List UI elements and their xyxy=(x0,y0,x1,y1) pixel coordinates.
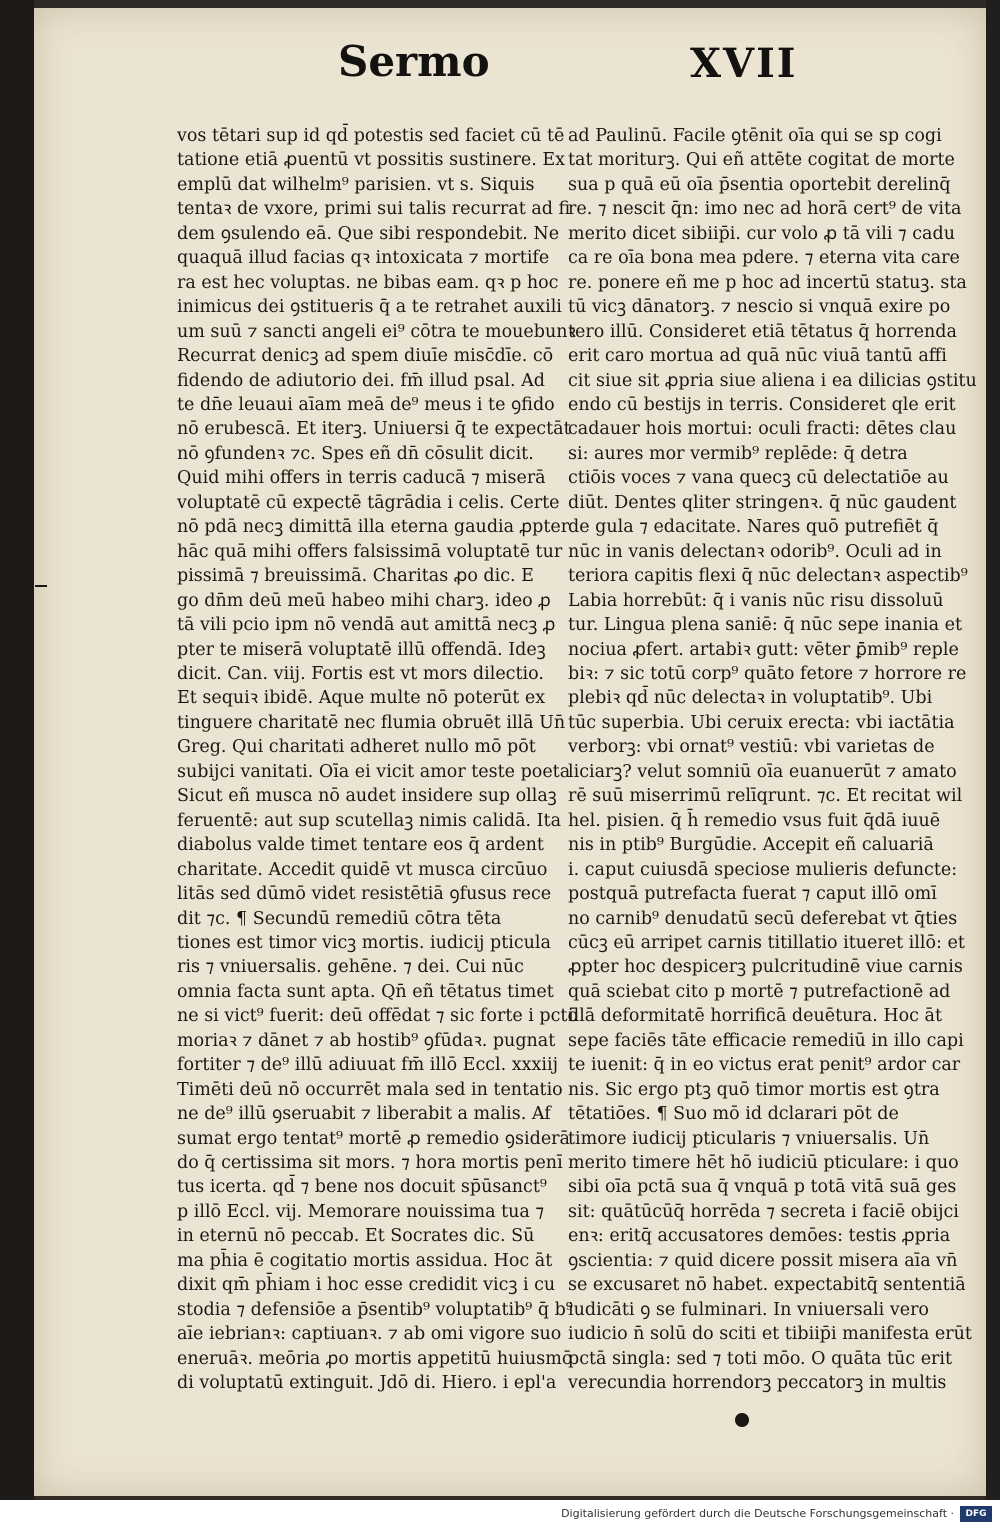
left-column-text-line: vos tētari sup id qd̄ potestis sed faciet cū tē xyxy=(177,126,565,146)
left-binding-edge xyxy=(0,0,34,1500)
left-column-text-line: aīe iebrianꝛ: captiuanꝛ. ⁊ ab omi vigore suo xyxy=(177,1324,562,1345)
right-column-text-line: iudicio n̄ solū do sciti et tibiip̄i manifesta erūt xyxy=(568,1324,972,1345)
left-column-text-line: Quid mihi offers in terris caducā ⁊ miserā xyxy=(177,468,546,489)
left-column-text-line: pissimā ⁊ breuissimā. Charitas ꝓo dic. E xyxy=(177,566,534,587)
bleed-through-text xyxy=(640,28,658,79)
right-column-text-line: timore iudicij pticularis ⁊ vniuersalis. Un̄ xyxy=(568,1128,930,1149)
left-column-text-line: tatione etiā ꝓuentū vt possitis sustinere. Ex xyxy=(177,150,566,171)
right-column-text-line: nis in ptib⁹ Burgūdie. Accepit eñ caluariā xyxy=(568,835,934,856)
right-column-text-line: rē suū miserrimū relīqrunt. ⁊c. Et recitat wil xyxy=(568,786,963,807)
right-column-text-line: tētatiōes. ¶ Suo mō id dclarari pōt de xyxy=(568,1104,899,1125)
left-column-text-line: di voluptatū extinguit. Jdō di. Hiero. i epl'a xyxy=(177,1373,557,1394)
digitization-footer xyxy=(0,1500,1000,1530)
left-column-text-line: pter te miserā voluptatē illū offendā. Ideꝫ xyxy=(177,639,546,660)
right-column-text-line: diūt. Dentes qliter stringenꝛ. q̄ nūc gaudent xyxy=(568,492,957,513)
right-column-text-line: erit caro mortua ad quā nūc viuā tantū affi xyxy=(568,346,947,367)
right-column-text-line: sit: quātūcūq̄ horrēda ⁊ secreta i faciē obijci xyxy=(568,1201,959,1222)
left-column-text-line: nō pdā necꝫ dimittā illa eterna gaudia ꝓpter xyxy=(177,517,570,538)
left-column-text-line: fortiter ⁊ de⁹ illū adiuuat fm̄ illō Eccl. xxxiij xyxy=(177,1055,559,1076)
right-column-text-line: tur. Lingua plena saniē: q̄ nūc sepe inania et xyxy=(568,615,963,636)
left-column-text-line: feruentē: aut sup scutellaꝫ nimis calidā. Ita xyxy=(177,810,562,831)
right-column-text-line: sepe faciēs tāte efficacie remediū in illo capi xyxy=(568,1030,964,1051)
right-column-text-line: si: aures mor vermib⁹ replēde: q̄ detra xyxy=(568,443,908,464)
dfg-logo: DFG xyxy=(960,1506,992,1522)
left-column-text-line: Timēti deū nō occurrēt mala sed in tentatio xyxy=(177,1079,563,1100)
right-column-text-line: tū vicꝫ dānatorꝫ. ⁊ nescio si vnquā exire po xyxy=(568,297,951,318)
left-column-text-line: eneruāꝛ. meōria ꝓo mortis appetitū huiusmō xyxy=(177,1348,573,1369)
right-column-text-line: se excusaret nō habet. expectabitq̄ sententiā xyxy=(568,1275,966,1296)
left-column-text-line: ma ph̄ia ē cogitatio mortis assidua. Hoc āt xyxy=(177,1250,553,1271)
left-column-text-line: nō ꝯfundenꝛ ⁊c. Spes eñ dn̄ cōsulit dicit. xyxy=(177,443,534,464)
left-column-text-line: ra est hec voluptas. ne bibas eam. qꝛ p hoc xyxy=(177,272,559,293)
right-text-column xyxy=(568,124,977,1396)
left-column-text-line: hāc quā mihi offers falsissimā voluptatē tur xyxy=(177,541,563,562)
right-column-text-line: no carnib⁹ denudatū secū deferebat vt q̄ties xyxy=(568,908,958,929)
footer-credit: Digitalisierung gefördert durch die Deutsche Forschungsgemeinschaft · xyxy=(561,1507,954,1520)
left-column-text-line: sumat ergo tentat⁹ mortē ꝓ remedio ꝯsiderā xyxy=(177,1128,570,1149)
right-column-text-line: teriora capitis flexi q̄ nūc delectanꝛ aspectib⁹ xyxy=(568,566,968,587)
running-head-title: Sermo xyxy=(338,37,490,86)
running-head-sermon-number: XVII xyxy=(690,40,798,87)
right-column-text-line: biꝛ: ⁊ sic totū corp⁹ quāto fetore ⁊ horrore re xyxy=(568,663,967,684)
left-column-text-line: diabolus valde timet tentare eos q̄ ardent xyxy=(177,835,544,856)
right-column-text-line: ꝯscientia: ⁊ quid dicere possit misera aīa vn̄ xyxy=(568,1250,958,1271)
right-column-text-line: endo cū bestijs in terris. Consideret qle erit xyxy=(568,394,956,415)
left-column-text-line: Greg. Qui charitati adheret nullo mō pōt xyxy=(177,737,536,758)
left-column-text-line: tus icerta. qd̄ ⁊ bene nos docuit sp̄ūsanct⁹ xyxy=(177,1177,547,1198)
left-column-text-line: ne si vict⁹ fuerit: deū offēdat ⁊ sic forte i pctō xyxy=(177,1006,578,1027)
left-column-text-line: go dn̄m deū meū habeo mihi charꝫ. ideo ꝓ xyxy=(177,590,551,611)
left-column-text-line: nō erubescā. Et iterꝫ. Uniuersi q̄ te expectāt xyxy=(177,419,571,440)
left-column-text-line: tiones est timor vicꝫ mortis. iudicij pticula xyxy=(177,932,551,953)
right-column-text-line: re. ⁊ nescit q̄n: imo nec ad horā cert⁹ de vita xyxy=(568,199,962,220)
right-column-text-line: i. caput cuiusdā speciose mulieris defuncte: xyxy=(568,859,958,880)
right-column-text-line: postquā putrefacta fuerat ⁊ caput illō omī xyxy=(568,884,937,905)
left-column-text-line: tā vili pcio ipm nō vendā aut amittā necꝫ ꝓ xyxy=(177,615,556,636)
left-column-text-line: moriaꝛ ⁊ dānet ⁊ ab hostib⁹ ꝯfūdaꝛ. pugnat xyxy=(177,1030,556,1051)
left-text-column xyxy=(177,124,578,1396)
left-column-text-line: do q̄ certissima sit mors. ⁊ hora mortis penī xyxy=(177,1153,563,1174)
right-column-text-line: ctiōis voces ⁊ vana quecꝫ cū delectatiōe au xyxy=(568,468,949,489)
right-column-text-line: tat moriturꝫ. Qui eñ attēte cogitat de morte xyxy=(568,150,955,171)
right-column-text-line: sua p quā eū oīa p̄sentia oportebit derelinq̄ xyxy=(568,174,951,195)
right-column-text-line: nociua ꝓfert. artabiꝛ gutt: vēter ꝑ̄mib⁹ reple xyxy=(568,639,959,660)
right-column-text-line: iudicāti ꝯ se fulminari. In vniuersali vero xyxy=(568,1299,929,1320)
right-column-text-line: tūc superbia. Ubi ceruix erecta: vbi iactātia xyxy=(568,712,955,733)
left-column-text-line: fidendo de adiutorio dei. fm̄ illud psal. Ad xyxy=(177,370,545,391)
left-column-text-line: te dn̄e leuaui aīam meā de⁹ meus i te ꝯfido xyxy=(177,394,555,415)
right-column-text-line: nūc in vanis delectanꝛ odorib⁹. Oculi ad in xyxy=(568,541,942,562)
left-column-text-line: tinguere charitatē nec flumia obruēt illā Un̄ xyxy=(177,712,566,733)
right-column-text-line: verecundia horrendorꝫ peccatorꝫ in multis xyxy=(568,1373,947,1394)
left-column-text-line: p illō Eccl. vij. Memorare nouissima tua ⁊ xyxy=(177,1201,545,1222)
right-column-text-line: Labia horrebūt: q̄ i vanis nūc risu dissoluū xyxy=(568,590,944,611)
left-column-text-line: tentaꝛ de vxore, primi sui talis recurrat ad fi xyxy=(177,199,571,220)
left-column-text-line: subijci vanitati. Oīa ei vicit amor teste poeta xyxy=(177,761,571,782)
left-column-text-line: um suū ⁊ sancti angeli ei⁹ cōtra te mouebunꝛ xyxy=(177,321,576,342)
right-column-text-line: cūcꝫ eū arripet carnis titillatio itueret illō: et xyxy=(568,932,965,953)
right-column-text-line: merito timere hēt hō iudiciū pticulare: i quo xyxy=(568,1153,959,1174)
right-column-text-line: tero illū. Consideret etiā tētatus q̄ horrenda xyxy=(568,321,957,342)
right-column-text-line: cit siue sit ꝓpria siue aliena i ea dilicias ꝯstitu xyxy=(568,370,977,391)
right-column-text-line: merito dicet sibiip̄i. cur volo ꝓ tā vili ⁊ cadu xyxy=(568,223,955,244)
left-column-text-line: charitate. Accedit quidē vt musca circūuo xyxy=(177,859,548,880)
printer-dot-ornament xyxy=(735,1413,749,1427)
left-column-text-line: emplū dat wilhelm⁹ parisien. vt s. Siquis xyxy=(177,174,535,195)
right-column-text-line: pctā singla: sed ⁊ toti mōo. O quāta tūc erit xyxy=(568,1348,953,1369)
left-column-text-line: voluptatē cū expectē tāgrādia i celis. Certe xyxy=(177,492,560,513)
left-column-text-line: dicit. Can. viij. Fortis est vt mors dilectio. xyxy=(177,663,544,684)
left-column-text-line: dixit qm̄ ph̄iam i hoc esse credidit vicꝫ i cu xyxy=(177,1275,556,1296)
left-column-text-line: quaquā illud facias qꝛ intoxicata ⁊ mortife xyxy=(177,248,550,269)
right-column-text-line: de gula ⁊ edacitate. Nares quō putrefiēt q̄ xyxy=(568,517,939,538)
right-column-text-line: nis. Sic ergo ptꝫ quō timor mortis est ꝯtra xyxy=(568,1079,940,1100)
right-column-text-line: re. ponere eñ me p hoc ad incertū statuꝫ. sta xyxy=(568,272,967,293)
left-column-text-line: in eternū nō peccab. Et Socrates dic. Sū xyxy=(177,1226,535,1247)
left-column-text-line: dit ⁊c. ¶ Secundū remediū cōtra tēta xyxy=(177,908,502,929)
left-column-text-line: litās sed dūmō videt resistētiā ꝯfusus rece xyxy=(177,884,552,905)
right-binding-edge xyxy=(986,0,1000,1500)
left-column-text-line: inimicus dei ꝯstitueris q̄ a te retrahet auxili xyxy=(177,297,562,318)
left-column-text-line: dem ꝯsulendo eā. Que sibi respondebit. Ne xyxy=(177,223,560,244)
right-column-text-line: enꝛ: eritq̄ accusatores demōes: testis ꝓpria xyxy=(568,1226,951,1247)
left-column-text-line: stodia ⁊ defensiōe a p̄sentib⁹ voluptatib⁹ q̄ b⁹ xyxy=(177,1299,573,1320)
right-column-text-line: sibi oīa pctā sua q̄ vnquā p totā vitā suā ges xyxy=(568,1177,957,1198)
right-column-text-line: te iuenit: q̄ in eo victus erat penit⁹ ardor car xyxy=(568,1055,961,1076)
right-column-text-line: ca re oīa bona mea pdere. ⁊ eterna vita care xyxy=(568,248,960,269)
right-column-text-line: verborꝫ: vbi ornat⁹ vestiū: vbi varietas de xyxy=(568,737,935,758)
left-column-text-line: omnia facta sunt apta. Qn̄ eñ tētatus timet xyxy=(177,981,554,1002)
margin-mark xyxy=(35,585,47,587)
left-column-text-line: ne de⁹ illū ꝯseruabit ⁊ liberabit a malis. Af xyxy=(177,1104,551,1125)
right-column-text-line: ad Paulinū. Facile ꝯtēnit oīa qui se sp cogi xyxy=(568,126,942,146)
left-column-text-line: ris ⁊ vniuersalis. gehēne. ⁊ dei. Cui nūc xyxy=(177,957,524,978)
left-column-text-line: Recurrat denicꝫ ad spem diuīe misc̄dīe. cō xyxy=(177,346,554,367)
right-column-text-line: quā sciebat cito p mortē ⁊ putrefactionē ad xyxy=(568,981,951,1002)
right-column-text-line: hel. pisien. q̄ h̄ remedio vsus fuit q̄dā iuuē xyxy=(568,810,941,831)
right-column-text-line: liciarꝫ? velut somniū oīa euanuerūt ⁊ amato xyxy=(568,761,957,782)
right-column-text-line: illā deformitatē horrificā deuētura. Hoc āt xyxy=(568,1006,942,1027)
right-column-text-line: cadauer hois mortui: oculi fracti: dētes clau xyxy=(568,419,957,440)
left-column-text-line: Et sequiꝛ ibidē. Aque multe nō poterūt ex xyxy=(177,688,546,709)
right-column-text-line: plebiꝛ qd̄ nūc delectaꝛ in voluptatib⁹. Ubi xyxy=(568,688,933,709)
left-column-text-line: Sicut eñ musca nō audet insidere sup ollaꝫ xyxy=(177,786,557,807)
right-column-text-line: ꝓpter hoc despicerꝫ pulcritudinē viue carnis xyxy=(568,957,963,978)
